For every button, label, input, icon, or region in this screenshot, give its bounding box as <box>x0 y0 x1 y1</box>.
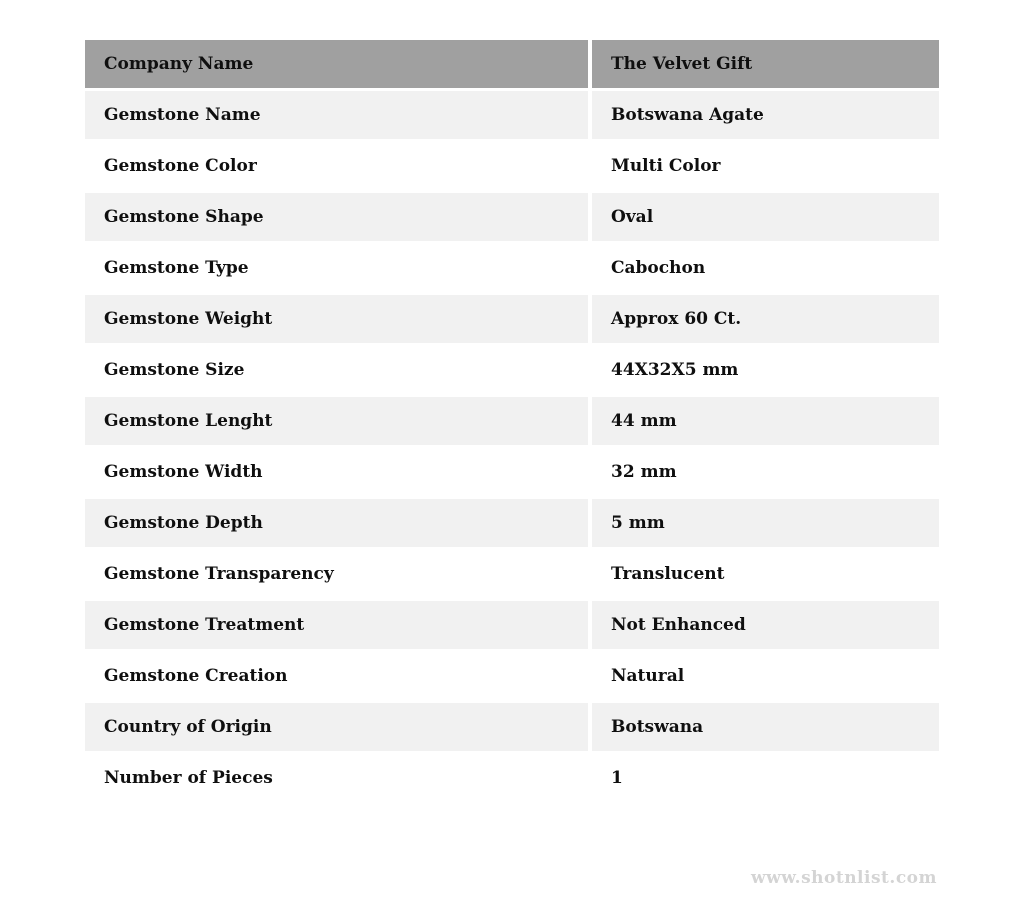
attribute-label: Gemstone Name <box>85 91 588 139</box>
table-row <box>85 601 939 649</box>
attribute-label: Gemstone Treatment <box>85 601 588 649</box>
company-name-value: The Velvet Gift <box>592 40 939 88</box>
watermark: www.shotnlist.com <box>750 868 937 888</box>
attribute-label: Gemstone Color <box>85 142 588 190</box>
product-spec-table-body <box>85 40 939 802</box>
attribute-label: Gemstone Transparency <box>85 550 588 598</box>
attribute-value: 5 mm <box>592 499 939 547</box>
attribute-label: Country of Origin <box>85 703 588 751</box>
attribute-value: 44 mm <box>592 397 939 445</box>
attribute-label: Gemstone Shape <box>85 193 588 241</box>
attribute-value: 44X32X5 mm <box>592 346 939 394</box>
attribute-value: Natural <box>592 652 939 700</box>
attribute-value: Oval <box>592 193 939 241</box>
table-row <box>85 346 939 394</box>
table-row <box>85 550 939 598</box>
attribute-label: Gemstone Type <box>85 244 588 292</box>
attribute-value: Approx 60 Ct. <box>592 295 939 343</box>
table-row <box>85 91 939 139</box>
table-row <box>85 448 939 496</box>
attribute-label: Gemstone Lenght <box>85 397 588 445</box>
attribute-value: 32 mm <box>592 448 939 496</box>
table-row <box>85 652 939 700</box>
table-row <box>85 244 939 292</box>
company-name-label: Company Name <box>85 40 588 88</box>
table-row <box>85 754 939 802</box>
table-row <box>85 142 939 190</box>
attribute-value: Multi Color <box>592 142 939 190</box>
table-row <box>85 499 939 547</box>
attribute-value: Botswana <box>592 703 939 751</box>
attribute-value: Not Enhanced <box>592 601 939 649</box>
attribute-label: Number of Pieces <box>85 754 588 802</box>
attribute-value: Botswana Agate <box>592 91 939 139</box>
attribute-value: 1 <box>592 754 939 802</box>
product-spec-table <box>81 37 943 805</box>
table-header-row <box>85 40 939 88</box>
table-row <box>85 295 939 343</box>
table-row <box>85 703 939 751</box>
attribute-label: Gemstone Width <box>85 448 588 496</box>
attribute-label: Gemstone Weight <box>85 295 588 343</box>
attribute-value: Translucent <box>592 550 939 598</box>
attribute-label: Gemstone Size <box>85 346 588 394</box>
table-row <box>85 193 939 241</box>
table-row <box>85 397 939 445</box>
attribute-label: Gemstone Depth <box>85 499 588 547</box>
attribute-value: Cabochon <box>592 244 939 292</box>
attribute-label: Gemstone Creation <box>85 652 588 700</box>
